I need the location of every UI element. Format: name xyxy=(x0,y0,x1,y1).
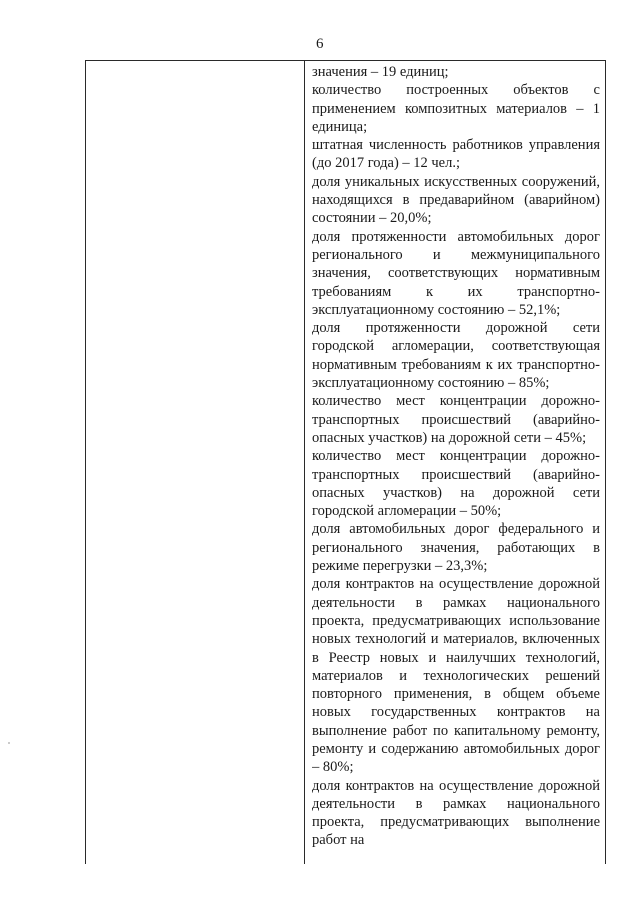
table-left-cell xyxy=(86,61,304,864)
indicator-paragraph: доля автомобильных дорог федерального и регионального значения, работающих в режиме перегрузки – 23,3%; xyxy=(312,521,600,575)
indicator-paragraph: значения – 19 единиц; xyxy=(312,64,449,80)
scan-speck xyxy=(8,742,10,744)
indicator-paragraph: количество мест концентрации дорожно-транспортных происшествий (аварийно-опасных участков) на дорожной сети городской агломерации – 50%; xyxy=(312,448,600,520)
indicator-paragraph: доля уникальных искусственных сооружений, находящихся в предаварийном (аварийном) состоянии – 20,0%; xyxy=(312,173,600,227)
column-divider xyxy=(304,61,305,864)
indicator-paragraph: штатная численность работников управления (до 2017 года) – 12 чел.; xyxy=(312,137,600,172)
page-number: 6 xyxy=(316,36,324,52)
indicator-paragraph: количество мест концентрации дорожно-транспортных происшествий (аварийно-опасных участков) на дорожной сети – 45%; xyxy=(312,393,600,446)
indicator-paragraph: доля контрактов на осуществление дорожной деятельности в рамках национального проекта, предусматривающих использование новых технологий и материалов, включенных в Реестр новых и наилучших технологий, материалов и технологических решений повторного применения, в общем объеме новых государственных контрактов на выполнение работ по капитальному ремонту, ремонту и содержанию автомобильных дорог – 80%; xyxy=(312,576,600,776)
indicator-paragraph: количество построенных объектов с применением композитных материалов – 1 единица; xyxy=(312,82,600,135)
indicator-paragraph: доля протяженности дорожной сети городской агломерации, соответствующая нормативным требованиям к их транспортно-эксплуатационному состоянию – 85%; xyxy=(312,320,600,392)
indicator-paragraph: доля протяженности автомобильных дорог регионального и межмуниципального значения, соответствующих нормативным требованиям к их транспортно-эксплуатационному состоянию – 52,1%; xyxy=(312,228,600,318)
indicator-paragraph: доля контрактов на осуществление дорожной деятельности в рамках национального проекта, предусматривающих выполнение работ на xyxy=(312,777,600,849)
table-right-cell xyxy=(312,63,600,863)
document-table xyxy=(85,60,606,864)
